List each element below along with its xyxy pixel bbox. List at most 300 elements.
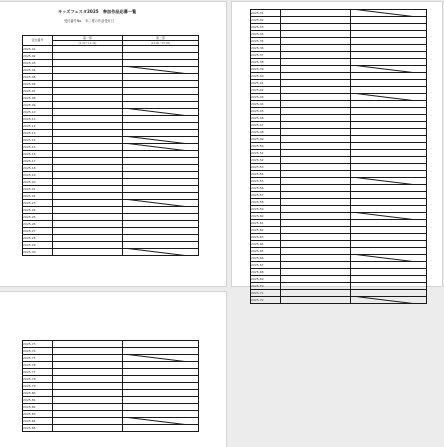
row-part2-cell — [351, 269, 427, 276]
row-number-cell — [251, 206, 281, 213]
row-part2-cell — [123, 102, 199, 109]
row-number-cell-text: 2025-17 — [23, 159, 36, 163]
row-part1-cell-text — [281, 152, 350, 155]
table-row — [251, 206, 427, 213]
row-number-cell — [251, 290, 281, 297]
table-row — [251, 17, 427, 24]
row-part1-cell — [281, 17, 351, 24]
row-part2-cell — [351, 101, 427, 108]
row-number-cell — [251, 227, 281, 234]
row-part2-cell-text — [123, 378, 198, 381]
row-part1-cell-text — [281, 194, 350, 197]
row-number-cell — [251, 129, 281, 136]
row-part1-cell — [53, 53, 123, 60]
table-row — [251, 94, 427, 101]
row-part2-cell — [351, 248, 427, 255]
row-number-cell — [23, 151, 53, 158]
row-part2-cell — [351, 157, 427, 164]
row-part1-cell — [281, 171, 351, 178]
row-part1-cell — [53, 376, 123, 383]
row-part2-cell — [123, 369, 199, 376]
row-part1-cell-text — [53, 392, 122, 395]
row-number-cell — [23, 207, 53, 214]
row-number-cell-text: 2025-15 — [23, 145, 36, 149]
row-part1-cell — [281, 213, 351, 220]
row-part2-cell — [123, 425, 199, 432]
row-part1-cell-text — [281, 145, 350, 148]
table-row — [23, 355, 199, 362]
row-part1-cell — [281, 283, 351, 290]
row-part2-cell-text — [123, 406, 198, 409]
row-number-cell-text: 2025-72 — [251, 298, 264, 302]
row-part2-cell-text — [123, 139, 198, 142]
row-part1-cell — [281, 38, 351, 45]
row-part1-cell — [281, 45, 351, 52]
row-part2-cell — [351, 192, 427, 199]
row-part1-cell-text — [53, 139, 122, 142]
row-number-cell-text: 2025-37 — [251, 53, 264, 57]
document-subtitle: 受付番号No. 年二度の作品受付日 — [64, 19, 114, 23]
row-part2-cell — [123, 390, 199, 397]
row-part1-cell — [53, 221, 123, 228]
row-part1-cell-text — [53, 237, 122, 240]
table-row — [251, 192, 427, 199]
row-number-cell-text: 2025-29 — [23, 243, 36, 247]
row-part1-cell-text — [53, 350, 122, 353]
row-part2-cell — [123, 249, 199, 256]
row-number-cell-text: 2025-61 — [251, 221, 264, 225]
row-number-cell-text: 2025-48 — [251, 130, 264, 134]
row-part1-cell-text — [53, 385, 122, 388]
header-col-part1-time: (9:30〜11:30) — [53, 41, 123, 46]
row-part2-cell — [123, 53, 199, 60]
row-part2-cell-text — [351, 222, 426, 225]
row-number-cell-text: 2025-22 — [23, 194, 36, 198]
table-row — [23, 376, 199, 383]
row-part1-cell — [281, 241, 351, 248]
row-part2-cell-text — [351, 131, 426, 134]
row-part1-cell-text — [53, 111, 122, 114]
row-part2-cell-text — [123, 195, 198, 198]
row-part1-cell-text — [281, 103, 350, 106]
table-row — [23, 200, 199, 207]
row-part1-cell — [53, 172, 123, 179]
row-part2-cell — [123, 67, 199, 74]
row-part1-cell-text — [53, 55, 122, 58]
row-part2-cell — [351, 24, 427, 31]
table-row — [23, 144, 199, 151]
table-row — [23, 53, 199, 60]
row-part2-cell-text — [351, 278, 426, 281]
row-number-cell-text: 2025-14 — [23, 138, 36, 142]
row-part2-cell — [123, 109, 199, 116]
row-part2-cell — [123, 221, 199, 228]
row-part1-cell — [281, 31, 351, 38]
row-part2-cell-text — [351, 250, 426, 253]
table-row — [251, 248, 427, 255]
row-part1-cell — [53, 341, 123, 348]
row-number-cell — [23, 383, 53, 390]
table-row — [23, 165, 199, 172]
row-part2-cell-text — [351, 19, 426, 22]
row-part2-cell — [123, 88, 199, 95]
row-part1-cell — [281, 297, 351, 304]
row-part2-cell-text — [351, 299, 426, 302]
row-part2-cell-text — [123, 237, 198, 240]
row-part2-cell-text — [351, 54, 426, 57]
row-part1-cell-text — [53, 251, 122, 254]
row-number-cell-text: 2025-18 — [23, 166, 36, 170]
row-part1-cell — [53, 46, 123, 53]
row-part2-cell — [123, 137, 199, 144]
row-part2-cell-text — [123, 125, 198, 128]
row-part2-cell — [351, 276, 427, 283]
row-number-cell — [251, 66, 281, 73]
row-part1-cell — [281, 122, 351, 129]
row-part1-cell — [281, 255, 351, 262]
row-part1-cell-text — [281, 33, 350, 36]
row-number-cell — [23, 214, 53, 221]
table-row — [251, 276, 427, 283]
row-part2-cell — [351, 227, 427, 234]
row-part2-cell-text — [123, 83, 198, 86]
row-part2-cell-text — [123, 371, 198, 374]
table-row — [23, 60, 199, 67]
table-row — [251, 213, 427, 220]
row-number-cell — [23, 348, 53, 355]
row-part1-cell-text — [53, 83, 122, 86]
table-row — [251, 73, 427, 80]
row-part1-cell-text — [53, 209, 122, 212]
row-number-cell-text: 2025-10 — [23, 110, 36, 114]
row-part1-cell-text — [281, 257, 350, 260]
table-row — [23, 221, 199, 228]
row-part2-cell-text — [123, 69, 198, 72]
row-number-cell — [251, 192, 281, 199]
table-row — [251, 115, 427, 122]
table-row — [23, 88, 199, 95]
row-part1-cell — [53, 214, 123, 221]
row-part2-cell-text — [351, 12, 426, 15]
row-part1-cell-text — [281, 96, 350, 99]
row-part1-cell — [53, 109, 123, 116]
row-number-cell — [251, 241, 281, 248]
row-number-cell — [251, 143, 281, 150]
row-number-cell-text: 2025-39 — [251, 67, 264, 71]
row-part1-cell-text — [281, 138, 350, 141]
table-row — [23, 130, 199, 137]
row-part2-cell-text — [123, 160, 198, 163]
document-title-block — [58, 9, 178, 23]
row-part1-cell-text — [281, 54, 350, 57]
row-number-cell-text: 2025-52 — [251, 158, 264, 162]
row-number-cell — [251, 213, 281, 220]
row-number-cell-text: 2025-76 — [23, 363, 36, 367]
table-row — [251, 178, 427, 185]
table-row — [23, 207, 199, 214]
row-part1-cell-text — [53, 371, 122, 374]
row-part1-cell-text — [53, 125, 122, 128]
row-number-cell — [251, 38, 281, 45]
row-part1-cell — [53, 102, 123, 109]
row-number-cell-text: 2025-11 — [23, 117, 36, 121]
row-number-cell-text: 2025-85 — [23, 426, 36, 430]
row-number-cell-text: 2025-01 — [23, 47, 36, 51]
header-col-part2-time: (13:00〜15:00) — [123, 41, 199, 46]
table-row — [23, 67, 199, 74]
row-number-cell — [251, 24, 281, 31]
row-part1-cell-text — [53, 69, 122, 72]
entry-table-page-3 — [22, 340, 199, 432]
row-part1-cell — [281, 290, 351, 297]
table-row — [23, 418, 199, 425]
row-part1-cell — [281, 10, 351, 17]
row-number-cell — [251, 94, 281, 101]
row-part2-cell — [123, 348, 199, 355]
table-row — [251, 52, 427, 59]
row-part1-cell — [53, 81, 123, 88]
row-part2-cell-text — [351, 243, 426, 246]
table-row — [23, 369, 199, 376]
row-part2-cell — [351, 122, 427, 129]
table-row — [251, 255, 427, 262]
row-part2-cell-text — [351, 257, 426, 260]
table-row — [23, 74, 199, 81]
row-number-cell — [23, 200, 53, 207]
row-part1-cell — [281, 115, 351, 122]
row-part2-cell-text — [351, 103, 426, 106]
row-part2-cell — [351, 283, 427, 290]
row-number-cell — [251, 199, 281, 206]
row-part2-cell — [123, 123, 199, 130]
row-number-cell — [23, 74, 53, 81]
row-number-cell-text: 2025-30 — [23, 250, 36, 254]
row-part2-cell-text — [351, 194, 426, 197]
row-part2-cell-text — [351, 117, 426, 120]
row-part2-cell-text — [351, 68, 426, 71]
row-number-cell-text: 2025-31 — [251, 11, 264, 15]
row-part1-cell-text — [53, 364, 122, 367]
row-part2-cell — [123, 130, 199, 137]
row-part1-cell-text — [53, 420, 122, 423]
row-part1-cell — [53, 249, 123, 256]
row-part1-cell — [53, 130, 123, 137]
row-part1-cell — [281, 220, 351, 227]
row-part2-cell — [351, 115, 427, 122]
row-part2-cell-text — [123, 399, 198, 402]
row-part1-cell — [281, 248, 351, 255]
row-number-cell — [23, 179, 53, 186]
row-number-cell-text: 2025-53 — [251, 165, 264, 169]
row-number-cell — [23, 235, 53, 242]
row-part2-cell — [351, 241, 427, 248]
table-row — [251, 80, 427, 87]
row-part1-cell — [281, 101, 351, 108]
row-part2-cell — [123, 228, 199, 235]
row-part1-cell-text — [281, 215, 350, 218]
row-number-cell — [251, 276, 281, 283]
row-part1-cell-text — [53, 181, 122, 184]
row-part1-cell-text — [281, 285, 350, 288]
row-part2-cell-text — [123, 209, 198, 212]
row-part2-cell — [123, 179, 199, 186]
table-row — [23, 228, 199, 235]
row-number-cell — [23, 425, 53, 432]
row-part2-cell-text — [123, 385, 198, 388]
row-part2-cell — [351, 87, 427, 94]
header-col-part2: 第二部 — [123, 36, 199, 41]
row-part1-cell — [281, 59, 351, 66]
table-row — [251, 262, 427, 269]
table-row — [23, 102, 199, 109]
row-number-cell-text: 2025-35 — [251, 39, 264, 43]
row-part2-cell — [123, 362, 199, 369]
row-number-cell — [251, 269, 281, 276]
table-row — [23, 95, 199, 102]
row-number-cell — [23, 249, 53, 256]
row-part1-cell — [281, 52, 351, 59]
row-part1-cell — [281, 94, 351, 101]
row-part1-cell — [281, 234, 351, 241]
table-row — [23, 235, 199, 242]
row-part2-cell — [351, 255, 427, 262]
row-number-cell — [251, 59, 281, 66]
row-number-cell-text: 2025-09 — [23, 103, 36, 107]
table-row — [251, 234, 427, 241]
row-number-cell — [23, 88, 53, 95]
row-number-cell-text: 2025-63 — [251, 235, 264, 239]
table-row — [23, 137, 199, 144]
row-part1-cell-text — [53, 174, 122, 177]
row-part1-cell — [53, 144, 123, 151]
row-part1-cell — [281, 136, 351, 143]
row-number-cell — [251, 45, 281, 52]
row-number-cell-text: 2025-65 — [251, 249, 264, 253]
table-row — [251, 38, 427, 45]
row-part1-cell-text — [281, 187, 350, 190]
row-part2-cell — [351, 164, 427, 171]
row-part2-cell — [123, 207, 199, 214]
row-part2-cell — [123, 193, 199, 200]
row-part1-cell-text — [281, 166, 350, 169]
row-part2-cell — [123, 165, 199, 172]
table-row — [251, 150, 427, 157]
row-part1-cell-text — [281, 159, 350, 162]
row-part2-cell — [351, 136, 427, 143]
row-part2-cell — [351, 129, 427, 136]
row-number-cell-text: 2025-74 — [23, 349, 36, 353]
row-part1-cell-text — [53, 132, 122, 135]
row-part2-cell-text — [351, 40, 426, 43]
row-number-cell-text: 2025-56 — [251, 186, 264, 190]
row-part1-cell — [53, 425, 123, 432]
row-part2-cell — [351, 297, 427, 304]
row-number-cell-text: 2025-28 — [23, 236, 36, 240]
row-number-cell-text: 2025-04 — [23, 68, 36, 72]
row-part2-cell — [123, 404, 199, 411]
row-part1-cell-text — [281, 110, 350, 113]
row-part1-cell-text — [53, 216, 122, 219]
row-part1-cell — [281, 87, 351, 94]
row-number-cell — [251, 73, 281, 80]
row-part1-cell — [53, 158, 123, 165]
row-number-cell-text: 2025-38 — [251, 60, 264, 64]
row-number-cell — [23, 341, 53, 348]
row-part2-cell-text — [123, 76, 198, 79]
table-row — [23, 411, 199, 418]
row-number-cell — [23, 186, 53, 193]
row-number-cell — [251, 122, 281, 129]
row-part2-cell-text — [123, 153, 198, 156]
row-part1-cell — [53, 116, 123, 123]
row-part1-cell — [53, 369, 123, 376]
row-number-cell — [251, 171, 281, 178]
row-number-cell — [23, 60, 53, 67]
row-number-cell — [251, 52, 281, 59]
row-part1-cell — [281, 206, 351, 213]
row-part1-cell — [53, 193, 123, 200]
row-number-cell — [251, 164, 281, 171]
table-row — [23, 404, 199, 411]
row-part1-cell-text — [281, 180, 350, 183]
row-number-cell — [251, 283, 281, 290]
row-part1-cell-text — [281, 117, 350, 120]
row-part1-cell — [53, 186, 123, 193]
row-number-cell-text: 2025-23 — [23, 201, 36, 205]
row-number-cell-text: 2025-44 — [251, 102, 264, 106]
row-part2-cell-text — [123, 188, 198, 191]
row-number-cell — [23, 67, 53, 74]
row-part2-cell-text — [123, 146, 198, 149]
row-number-cell-text: 2025-19 — [23, 173, 36, 177]
row-part2-cell-text — [351, 26, 426, 29]
row-number-cell-text: 2025-67 — [251, 263, 264, 267]
row-part2-cell-text — [351, 173, 426, 176]
row-part1-cell-text — [53, 357, 122, 360]
row-part1-cell-text — [281, 12, 350, 15]
row-number-cell — [23, 221, 53, 228]
row-part1-cell-text — [281, 243, 350, 246]
row-part1-cell — [281, 150, 351, 157]
row-number-cell-text: 2025-50 — [251, 144, 264, 148]
row-number-cell-text: 2025-27 — [23, 229, 36, 233]
row-number-cell — [23, 81, 53, 88]
row-part2-cell — [351, 220, 427, 227]
row-part1-cell — [281, 262, 351, 269]
row-number-cell-text: 2025-41 — [251, 81, 264, 85]
row-part2-cell — [351, 262, 427, 269]
row-number-cell-text: 2025-05 — [23, 75, 36, 79]
row-part2-cell — [123, 81, 199, 88]
row-number-cell — [23, 130, 53, 137]
row-part2-cell — [123, 186, 199, 193]
row-part2-cell — [351, 38, 427, 45]
row-part2-cell-text — [351, 180, 426, 183]
table-row — [251, 171, 427, 178]
row-part1-cell-text — [53, 406, 122, 409]
row-part1-cell-text — [281, 250, 350, 253]
table-row — [251, 241, 427, 248]
row-part2-cell-text — [351, 292, 426, 295]
table-row — [251, 220, 427, 227]
row-number-cell — [251, 31, 281, 38]
row-part1-cell-text — [281, 47, 350, 50]
row-number-cell-text: 2025-49 — [251, 137, 264, 141]
row-part1-cell — [53, 123, 123, 130]
row-number-cell-text: 2025-07 — [23, 89, 36, 93]
table-row — [251, 164, 427, 171]
row-part2-cell — [351, 185, 427, 192]
